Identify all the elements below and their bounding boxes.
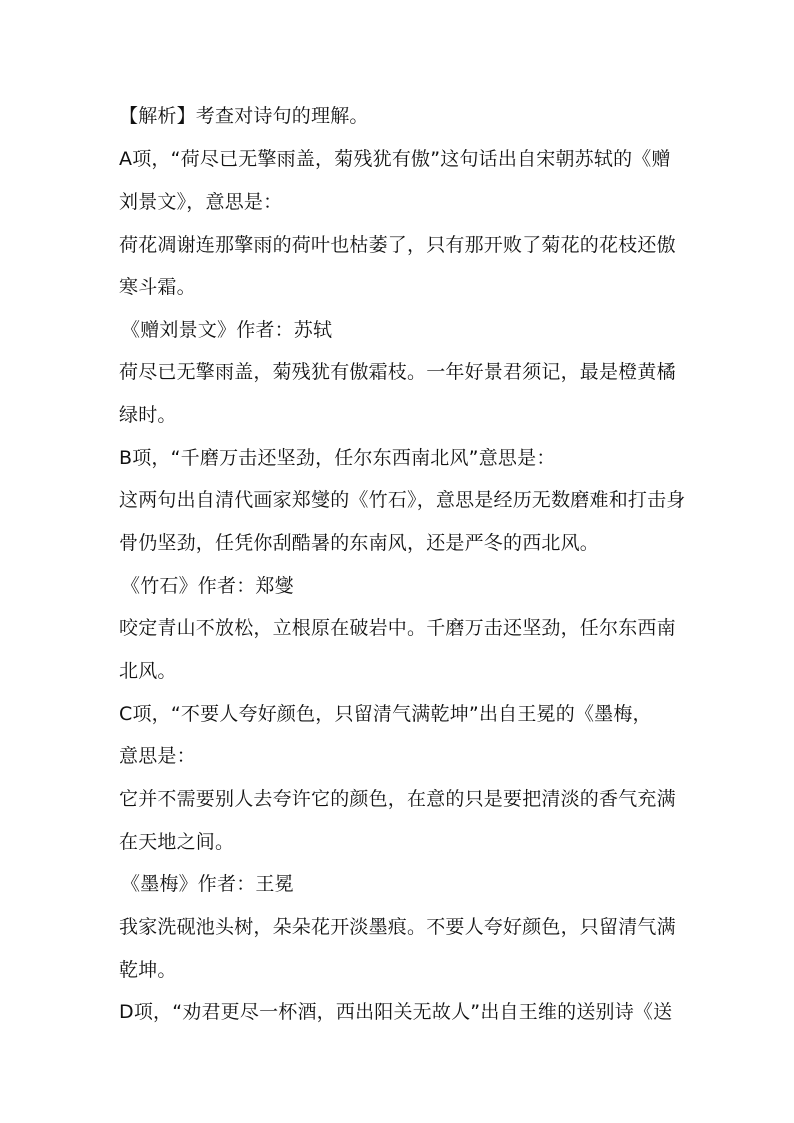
option-a-text-line-1: A项，“荷尽已无擎雨盖，菊残犹有傲”这句话出自宋朝苏轼的《赠 [119, 148, 671, 170]
option-a-text-line-2: 刘景文》，意思是： [119, 191, 283, 213]
poem-b-title: 《竹石》作者：郑燮 [121, 575, 294, 597]
option-c-meaning-line-1: 它并不需要别人去夸许它的颜色，在意的只是要把清淡的香气充满 [119, 788, 676, 810]
option-b-meaning-line-1: 这两句出自清代画家郑燮的《竹石》，意思是经历无数磨难和打击身 [119, 489, 686, 511]
option-c-text-line-1: C项，“不要人夸好颜色，只留清气满乾坤”出自王冕的《墨梅， [119, 703, 652, 725]
option-d-text: D项，“劝君更尽一杯酒，西出阳关无故人”出自王维的送别诗《送 [119, 1001, 673, 1023]
option-c-text-line-2: 意思是： [119, 745, 196, 767]
option-c-meaning-line-2: 在天地之间。 [119, 831, 235, 853]
option-a-meaning-line-2: 寒斗霜。 [119, 276, 196, 298]
poem-c-line-1: 我家洗砚池头树，朵朵花开淡墨痕。不要人夸好颜色，只留清气满 [119, 916, 676, 938]
option-b-meaning-line-2: 骨仍坚劲，任凭你刮酷暑的东南风，还是严冬的西北风。 [119, 532, 600, 554]
poem-c-line-2: 乾坤。 [119, 959, 177, 981]
poem-b-line-1: 咬定青山不放松，立根原在破岩中。千磨万击还坚劲，任尔东西南 [119, 617, 676, 639]
poem-a-line-2: 绿时。 [119, 404, 177, 426]
option-a-meaning-line-1: 荷花凋谢连那擎雨的荷叶也枯萎了，只有那开败了菊花的花枝还傲 [119, 234, 676, 256]
analysis-heading: 【解析】考查对诗句的理解。 [119, 105, 369, 127]
poem-c-title: 《墨梅》作者：王冕 [121, 873, 294, 895]
option-b-text: B项，“千磨万击还坚劲，任尔东西南北风”意思是： [119, 447, 556, 469]
poem-a-title: 《赠刘景文》作者：苏轼 [121, 319, 333, 341]
poem-a-line-1: 荷尽已无擎雨盖，菊残犹有傲霜枝。一年好景君须记，最是橙黄橘 [119, 361, 676, 383]
poem-b-line-2: 北风。 [119, 660, 177, 682]
